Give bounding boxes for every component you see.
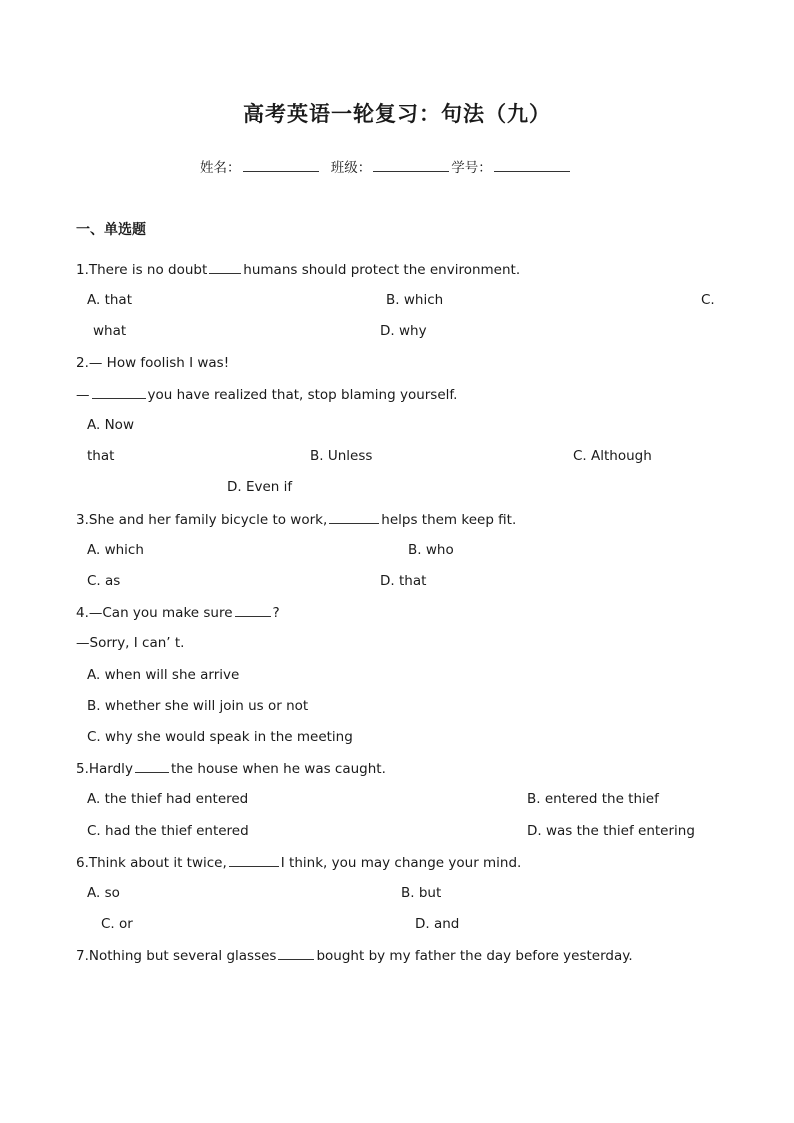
question-5-option-a[interactable]: A. the thief had entered bbox=[87, 791, 249, 807]
question-7-stem-part2: bought by my father the day before yesterday. bbox=[316, 948, 633, 964]
question-2-option-d[interactable]: D. Even if bbox=[227, 479, 293, 495]
question-7-blank[interactable] bbox=[278, 946, 314, 960]
class-blank[interactable] bbox=[373, 158, 449, 172]
question-2-option-b[interactable]: B. Unless bbox=[310, 448, 373, 464]
question-5-stem-part1: 5.Hardly bbox=[76, 761, 133, 777]
question-1-option-c-text[interactable]: what bbox=[93, 323, 127, 339]
question-3-option-b[interactable]: B. who bbox=[408, 542, 454, 558]
question-6-option-d[interactable]: D. and bbox=[415, 916, 460, 932]
class-label: 班级： bbox=[330, 160, 372, 176]
question-5-stem-part2: the house when he was caught. bbox=[170, 761, 386, 777]
question-3-option-a[interactable]: A. which bbox=[87, 542, 144, 558]
question-4-stem bbox=[76, 603, 280, 622]
question-5-option-d[interactable]: D. was the thief entering bbox=[527, 823, 695, 839]
question-2-line2 bbox=[76, 385, 457, 404]
question-6-stem-part2: I think, you may change your mind. bbox=[280, 855, 522, 871]
question-4-line2: —Sorry, I can’ t. bbox=[76, 635, 185, 651]
question-5-blank[interactable] bbox=[135, 759, 169, 773]
question-6-option-a[interactable]: A. so bbox=[87, 885, 120, 901]
question-4-blank[interactable] bbox=[235, 603, 271, 617]
question-1-blank[interactable] bbox=[209, 260, 241, 274]
question-3-stem-part2: helps them keep fit. bbox=[381, 512, 517, 528]
question-5-stem bbox=[76, 759, 386, 778]
name-blank[interactable] bbox=[243, 158, 319, 172]
question-1-option-b[interactable]: B. which bbox=[386, 292, 444, 308]
question-2-line2-text: you have realized that, stop blaming yourself. bbox=[147, 387, 458, 403]
question-6-option-c[interactable]: C. or bbox=[101, 916, 133, 932]
id-label: 学号： bbox=[451, 160, 492, 176]
question-6-blank[interactable] bbox=[229, 853, 279, 867]
student-info-line bbox=[200, 158, 572, 177]
question-3-option-d[interactable]: D. that bbox=[380, 573, 427, 589]
question-4-option-a[interactable]: A. when will she arrive bbox=[87, 667, 240, 683]
question-2-dash: — bbox=[76, 387, 90, 403]
question-1-option-d[interactable]: D. why bbox=[380, 323, 427, 339]
question-3-stem-part1: 3.She and her family bicycle to work, bbox=[76, 512, 328, 528]
question-2-stem: 2.— How foolish I was! bbox=[76, 355, 230, 371]
question-7-stem-part1: 7.Nothing but several glasses bbox=[76, 948, 277, 964]
question-3-option-c[interactable]: C. as bbox=[87, 573, 121, 589]
question-3-stem bbox=[76, 510, 516, 529]
question-6-stem-part1: 6.Think about it twice, bbox=[76, 855, 227, 871]
id-blank[interactable] bbox=[494, 158, 570, 172]
question-1-option-a[interactable]: A. that bbox=[87, 292, 132, 308]
question-1-option-c-letter[interactable]: C. bbox=[701, 292, 715, 308]
question-1-stem-part2: humans should protect the environment. bbox=[243, 262, 521, 278]
question-2-option-a-cont[interactable]: that bbox=[87, 448, 115, 464]
question-6-option-b[interactable]: B. but bbox=[401, 885, 442, 901]
question-1-stem bbox=[76, 260, 520, 279]
question-2-blank[interactable] bbox=[92, 385, 146, 399]
question-5-option-c[interactable]: C. had the thief entered bbox=[87, 823, 249, 839]
question-1-stem-part1: 1.There is no doubt bbox=[76, 262, 208, 278]
name-label: 姓名： bbox=[200, 160, 241, 176]
section-heading: 一、单选题 bbox=[76, 222, 146, 238]
question-6-stem bbox=[76, 853, 521, 872]
question-4-option-c[interactable]: C. why she would speak in the meeting bbox=[87, 729, 353, 745]
question-2-option-c[interactable]: C. Although bbox=[573, 448, 652, 464]
question-3-blank[interactable] bbox=[329, 510, 379, 524]
page-title: 高考英语一轮复习：句法（九） bbox=[243, 102, 551, 126]
question-7-stem bbox=[76, 946, 633, 965]
question-5-option-b[interactable]: B. entered the thief bbox=[527, 791, 659, 807]
question-4-option-b[interactable]: B. whether she will join us or not bbox=[87, 698, 309, 714]
question-4-stem-part2: ? bbox=[272, 605, 280, 621]
question-2-option-a[interactable]: A. Now bbox=[87, 417, 134, 433]
question-4-stem-part1: 4.—Can you make sure bbox=[76, 605, 233, 621]
